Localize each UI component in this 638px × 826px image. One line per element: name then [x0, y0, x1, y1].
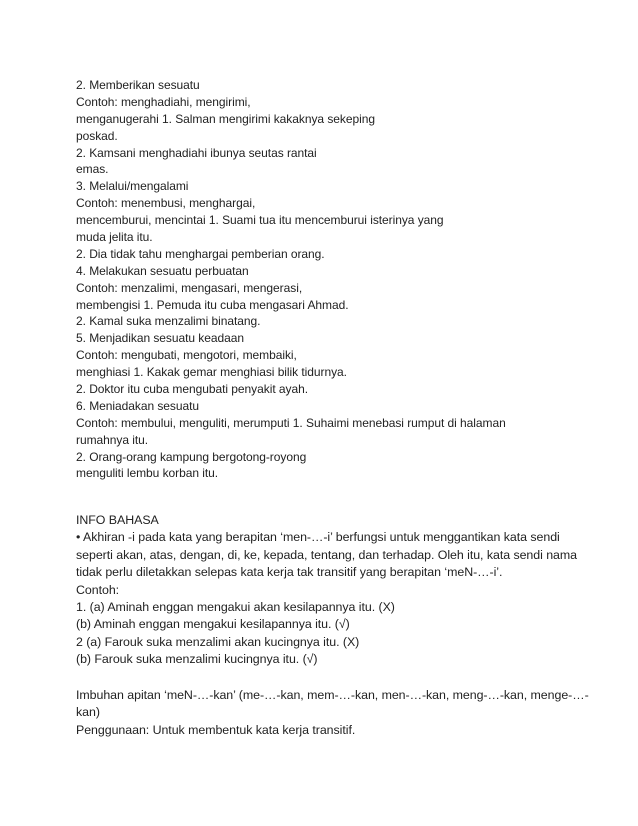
section-apitan-men-kan: [76, 687, 589, 739]
text-line: 1. (a) Aminah enggan mengakui akan kesilapannya itu. (X): [76, 599, 395, 614]
text-line: Contoh: membului, menguliti, merumputi 1. Suhaimi menebasi rumput di halaman: [76, 415, 506, 430]
text-line: 2 (a) Farouk suka menzalimi akan kucingnya itu. (X): [76, 634, 360, 649]
text-line: menghiasi 1. Kakak gemar menghiasi bilik tidurnya.: [76, 365, 347, 380]
text-line: 2. Kamal suka menzalimi binatang.: [76, 314, 261, 329]
text-line: seperti akan, atas, dengan, di, ke, kepada, tentang, dan terhadap. Oleh itu, kata sendi nama: [76, 547, 578, 562]
text-line: Penggunaan: Untuk membentuk kata kerja transitif.: [76, 722, 356, 737]
text-line: menganugerahi 1. Salman mengirimi kakaknya sekeping: [76, 111, 375, 126]
text-line: Contoh: menembusi, menghargai,: [76, 196, 256, 211]
text-line: poskad.: [76, 128, 118, 143]
text-line: Contoh: menghadiahi, mengirimi,: [76, 94, 251, 109]
text-line: 2. Kamsani menghadiahi ibunya seutas rantai: [76, 145, 317, 160]
text-line: emas.: [76, 162, 109, 177]
text-line: rumahnya itu.: [76, 432, 149, 447]
text-line: mencemburui, mencintai 1. Suami tua itu mencemburui isterinya yang: [76, 213, 444, 228]
text-line: membengisi 1. Pemuda itu cuba mengasari Ahmad.: [76, 297, 349, 312]
text-line: 6. Meniadakan sesuatu: [76, 398, 200, 413]
text-line: 2. Dia tidak tahu menghargai pemberian orang.: [76, 246, 325, 261]
text-line: Contoh: menzalimi, mengasari, mengerasi,: [76, 280, 303, 295]
text-line: 5. Menjadikan sesuatu keadaan: [76, 331, 245, 346]
text-line: 4. Melakukan sesuatu perbuatan: [76, 263, 249, 278]
text-line: (b) Aminah enggan mengakui kesilapannya itu. (√): [76, 617, 350, 632]
section-info-bahasa: [76, 512, 576, 669]
text-line: muda jelita itu.: [76, 230, 153, 245]
text-line: Imbuhan apitan ‘meN-…-kan’ (me-…-kan, mem-…-kan, men-…-kan, meng-…-kan, menge-…-: [76, 688, 589, 702]
section-heading: INFO BAHASA: [76, 513, 159, 527]
text-line: • Akhiran -i pada kata yang berapitan ‘men-…-i’ berfungsi untuk menggantikan kata sendi: [76, 530, 560, 545]
text-line: Contoh: mengubati, mengotori, membaiki,: [76, 348, 297, 363]
text-line: tidak perlu diletakkan selepas kata kerja tak transitif yang berapitan ‘meN-…-i’.: [76, 565, 503, 580]
text-line: kan): [76, 705, 100, 720]
section-imbuhan-examples: [76, 77, 576, 482]
text-line: menguliti lembu korban itu.: [76, 466, 219, 481]
text-line: Contoh:: [76, 582, 120, 597]
text-line: 2. Doktor itu cuba mengubati penyakit ayah.: [76, 382, 308, 397]
text-line: (b) Farouk suka menzalimi kucingnya itu. (√): [76, 652, 318, 667]
text-line: 3. Melalui/mengalami: [76, 179, 189, 194]
text-line: 2. Memberikan sesuatu: [76, 78, 200, 92]
text-line: 2. Orang-orang kampung bergotong-royong: [76, 449, 307, 464]
